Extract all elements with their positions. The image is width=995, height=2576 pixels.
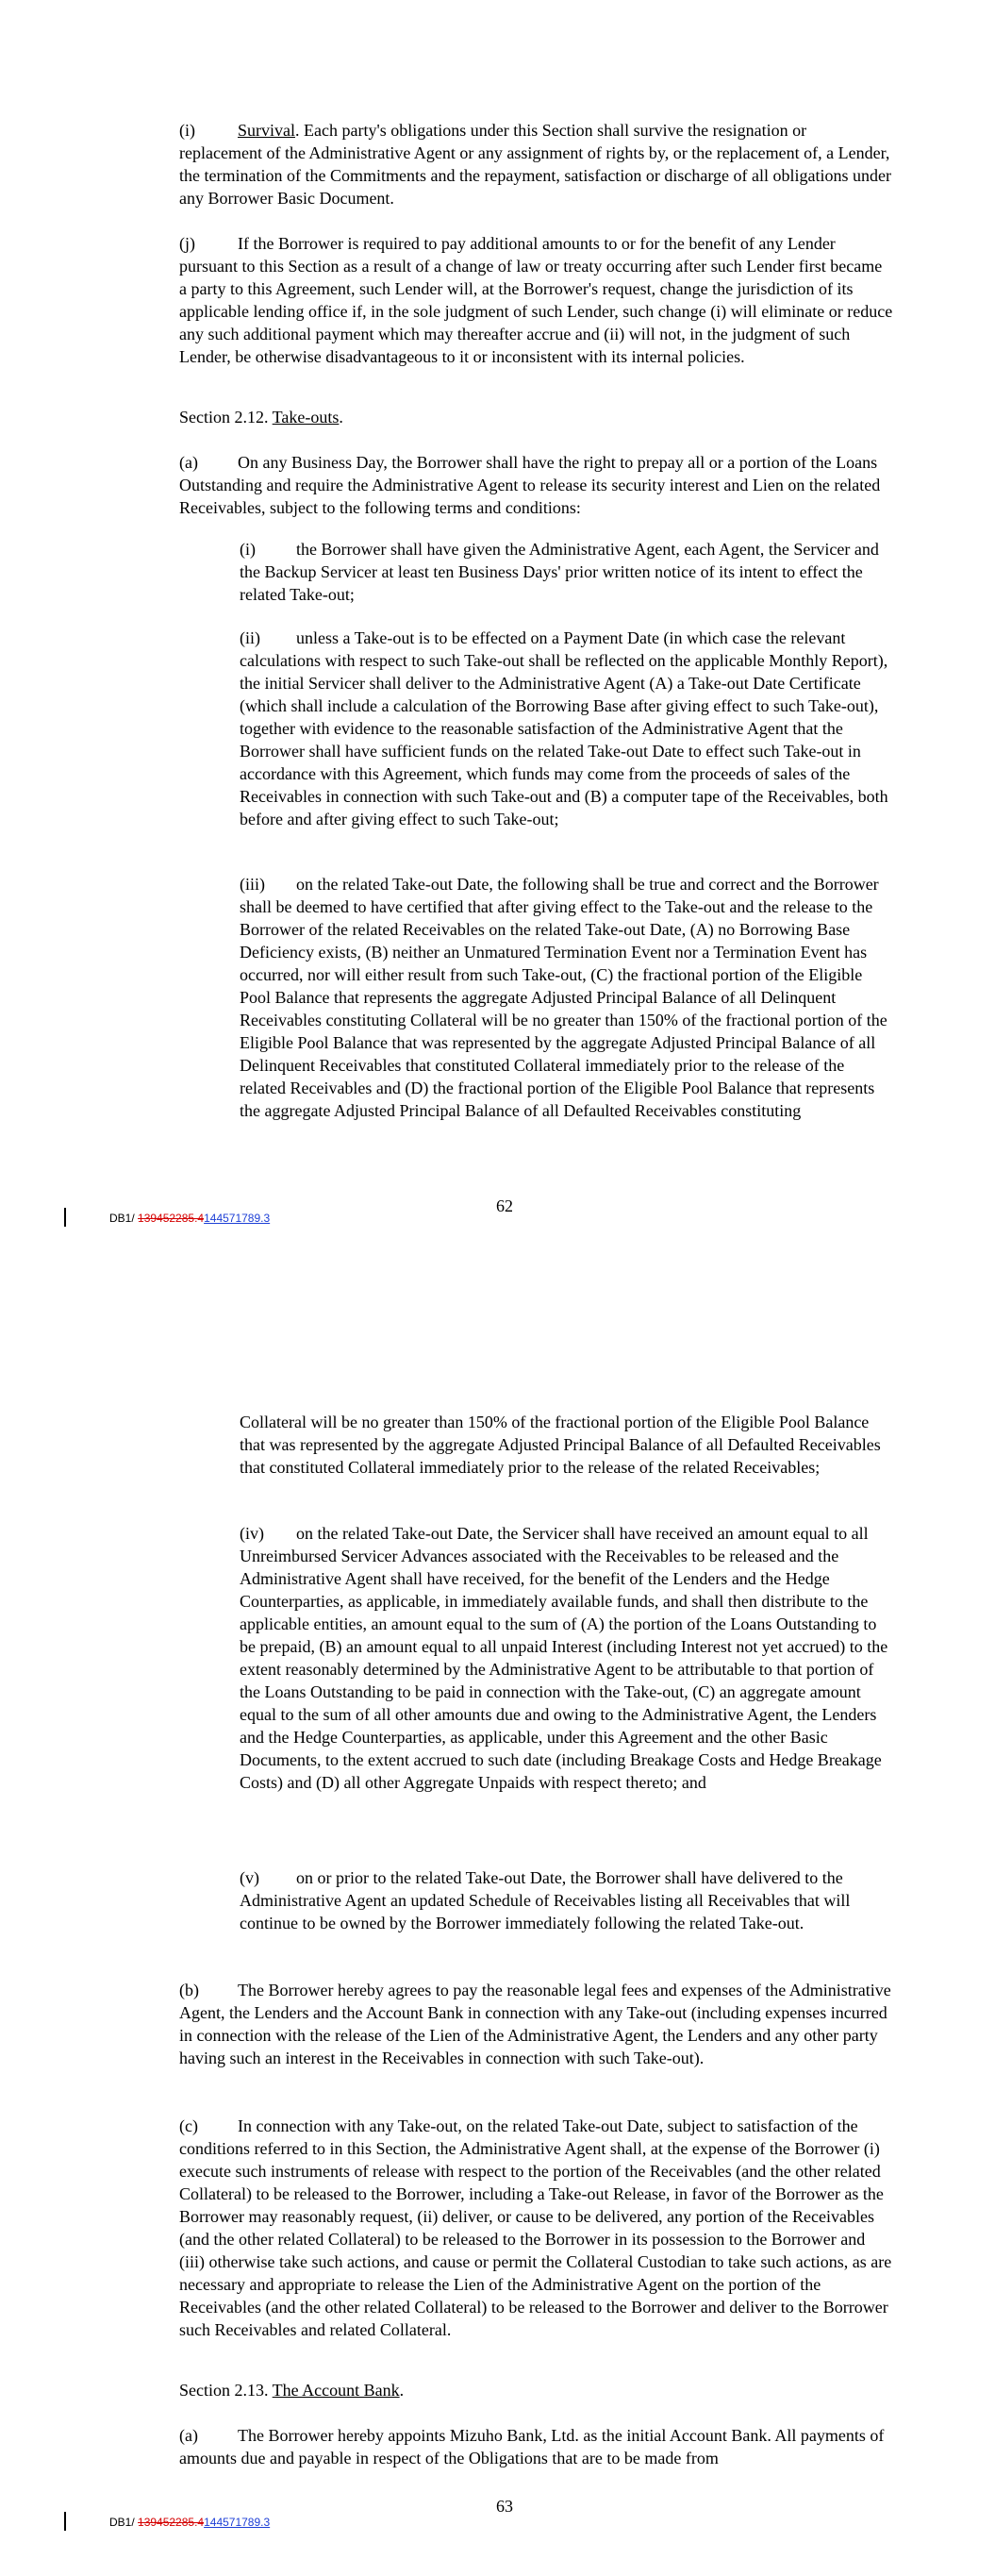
paragraph-text: In connection with any Take-out, on the related Take-out Date, subject to satisfaction of the conditions referred to in this Section, the Administrative Agent shall, at the expense of the Borrower (i) execute such instruments of release with respect to the portion of the Receivables (and the other related Collateral) to be released to the Borrower, including a Take-out Release, in favor of the Borrower as the Borrower may reasonably request, (ii) deliver, or cause to be delivered, any portion of the Receivables (and the other related Collateral) to be released to the Borrower in its possession to the Borrower and (iii) otherwise take such actions, and cause or permit the Collateral Custodian to take such actions, as are necessary and appropriate to release the Lien of the Administrative Agent on the portion of the Receivables (and the other related Collateral) to be released to the Borrower and deliver to the Borrower such Receivables and related Collateral. [179, 2116, 892, 2339]
paragraph-number: (j) [179, 234, 195, 253]
paragraph-a-take-outs [120, 451, 893, 519]
paragraph-j [120, 232, 893, 368]
section-label: Section 2.12. [179, 408, 273, 427]
paragraph-text: On any Business Day, the Borrower shall have the right to prepay all or a portion of the Loans Outstanding and require the Administrative Agent to release its security interest and Lien on the related Receivables, subject to the following terms and conditions: [179, 453, 881, 517]
footer-deleted-id: 139452285.4 [138, 2516, 205, 2529]
clause-number: (v) [240, 1868, 259, 1887]
clause-a-iii [240, 873, 893, 1122]
document-page-63 [0, 1288, 995, 2576]
clause-number: (iii) [240, 875, 265, 894]
document-footer-id [109, 1212, 270, 1225]
paragraph-i-survival [120, 119, 893, 209]
paragraph-text: The Borrower hereby appoints Mizuho Bank, Ltd. as the initial Account Bank. All payments of amounts due and payable in respect of the Obligations that are to be made from [179, 2426, 885, 2467]
paragraph-text: The Borrower hereby agrees to pay the reasonable legal fees and expenses of the Administrative Agent, the Lenders and the Account Bank in connection with any Take-out (including expenses incurred in connection with the release of the Lien of the Administrative Agent, the Lenders and any other party having such an interest in the Receivables in connection with such Take-out). [179, 1981, 891, 2067]
page-number: 62 [496, 1196, 513, 1215]
section-2-13-heading [120, 2379, 893, 2401]
clause-a-ii [240, 627, 893, 830]
change-bar [64, 1208, 66, 1227]
paragraph-number: (c) [179, 2116, 198, 2135]
footer-deleted-id: 139452285.4 [138, 1212, 205, 1225]
paragraph-number: (a) [179, 2426, 198, 2445]
paragraph-number: (a) [179, 453, 198, 472]
clause-a-iii-continued [240, 1411, 893, 1479]
paragraph-text: If the Borrower is required to pay additional amounts to or for the benefit of any Lender pursuant to this Section as a result of a change of law or treaty occurring after such Lender first became a party to this Agreement, such Lender will, at the Borrower's request, change the jurisdiction of its applicable lending office if, in the sole judgment of such Lender, such change (i) will eliminate or reduce any such additional payment which may thereafter accrue and (ii) will not, in the judgment of such Lender, be otherwise disadvantageous to it or inconsistent with its internal policies. [179, 234, 893, 366]
paragraph-a-account-bank [120, 2424, 893, 2469]
clause-a-iv [240, 1522, 893, 1794]
section-2-12-heading [120, 406, 893, 428]
clause-text: on the related Take-out Date, the Servicer shall have received an amount equal to all Unreimbursed Servicer Advances associated with the Receivables to be released and the Administrative Agent shall have received, for the benefit of the Lenders and the Hedge Counterparties, as applicable, in immediately available funds, and shall then distribute to the applicable entities, an amount equal to the sum of (A) the portion of the Loans Outstanding to be prepaid, (B) an amount equal to all unpaid Interest (including Interest not yet accrued) to the extent reasonably determined by the Administrative Agent to be attributable to that portion of the Loans Outstanding to be paid in connection with the Take-out, (C) an aggregate amount equal to the sum of all other amounts due and owing to the Administrative Agent, the Lenders and the Hedge Counterparties, as applicable, under this Agreement and the other Basic Documents, to the extent accrued to such date (including Breakage Costs and Hedge Breakage Costs) and (D) all other Aggregate Unpaids with respect thereto; and [240, 1524, 888, 1792]
clause-number: (i) [240, 540, 256, 559]
footer-prefix: DB1/ [109, 2516, 139, 2529]
section-label: Section 2.13. [179, 2381, 273, 2400]
footer-inserted-id: 144571789.3 [204, 2516, 271, 2529]
paragraph-text: . Each party's obligations under this Section shall survive the resignation or replacement of the Administrative Agent or any assignment of rights by, or the replacement of, a Lender, the termination of the Commitments and the repayment, satisfaction or discharge of all obligations under any Borrower Basic Document. [179, 121, 891, 208]
clause-text: unless a Take-out is to be effected on a Payment Date (in which case the relevant calculations with respect to such Take-out shall be reflected on the applicable Monthly Report), the initial Servicer shall deliver to the Administrative Agent (A) a Take-out Date Certificate (which shall include a calculation of the Borrowing Base after giving effect to such Take-out), together with evidence to the reasonable satisfaction of the Administrative Agent that the Borrower shall have sufficient funds on the related Take-out Date to effect such Take-out in accordance with this Agreement, which funds may come from the proceeds of sales of the Receivables in connection with such Take-out and (B) a computer tape of the Receivables, both before and after giving effect to such Take-out; [240, 628, 888, 828]
section-suffix: . [339, 408, 343, 427]
paragraph-b [120, 1979, 893, 2069]
clause-a-i [240, 538, 893, 606]
clause-text: the Borrower shall have given the Administrative Agent, each Agent, the Servicer and the Backup Servicer at least ten Business Days' prior written notice of its intent to effect the related Take-out; [240, 540, 879, 604]
clause-number: (iv) [240, 1524, 264, 1543]
paragraph-number: (b) [179, 1981, 199, 1999]
section-title: Take-outs [272, 408, 340, 427]
page-number: 63 [496, 2497, 513, 2516]
paragraph-number: (i) [179, 121, 195, 140]
footer-inserted-id: 144571789.3 [204, 1212, 271, 1225]
paragraph-heading: Survival [238, 121, 295, 140]
section-title: The Account Bank [272, 2381, 400, 2400]
clause-text: Collateral will be no greater than 150% of the fractional portion of the Eligible Pool Balance that was represented by the aggregate Adjusted Principal Balance of all Defaulted Receivables that constituted Collateral immediately prior to the release of the related Receivables; [240, 1413, 881, 1477]
clause-number: (ii) [240, 628, 260, 647]
footer-prefix: DB1/ [109, 1212, 139, 1225]
clause-text: on the related Take-out Date, the following shall be true and correct and the Borrower shall be deemed to have certified that after giving effect to the Take-out and the release to the Borrower of the related Receivables on the related Take-out Date, (A) no Borrowing Base Deficiency exists, (B) neither an Unmatured Termination Event nor a Termination Event has occurred, nor will either result from such Take-out, (C) the fractional portion of the Eligible Pool Balance that represents the aggregate Adjusted Principal Balance of all Delinquent Receivables constituting Collateral will be no greater than 150% of the fractional portion of the Eligible Pool Balance that was represented by the aggregate Adjusted Principal Balance of all Delinquent Receivables that constituted Collateral immediately prior to the release of the related Receivables and (D) the fractional portion of the Eligible Pool Balance that represents the aggregate Adjusted Principal Balance of all Defaulted Receivables constituting [240, 875, 887, 1120]
clause-text: on or prior to the related Take-out Date, the Borrower shall have delivered to the Administrative Agent an updated Schedule of Receivables listing all Receivables that will continue to be owned by the Borrower immediately following the related Take-out. [240, 1868, 851, 1932]
section-suffix: . [399, 2381, 405, 2400]
clause-a-v [240, 1866, 893, 1934]
paragraph-c [120, 2115, 893, 2341]
change-bar [64, 2512, 66, 2531]
document-footer-id [109, 2516, 270, 2529]
